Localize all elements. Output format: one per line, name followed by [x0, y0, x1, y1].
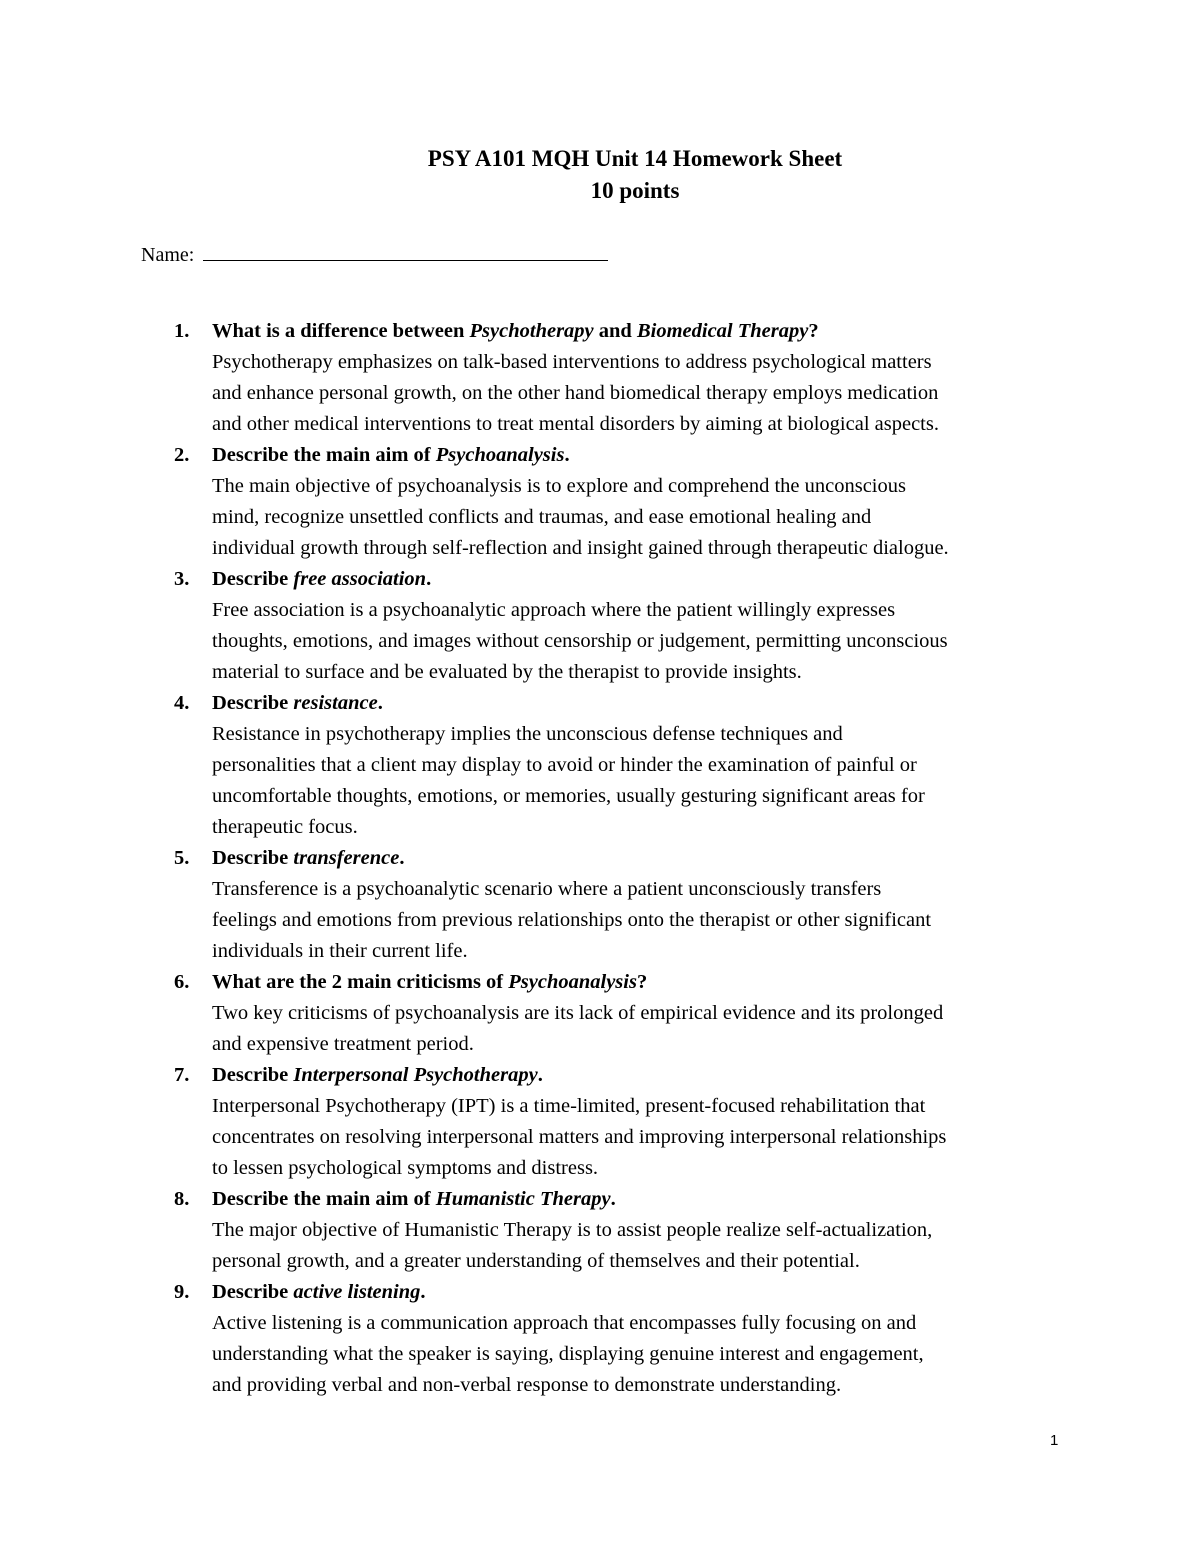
prompt-text: Describe — [212, 692, 294, 714]
question-prompt — [212, 967, 1072, 998]
answer-line: Two key criticisms of psychoanalysis are its lack of empirical evidence and its prolonged — [212, 1002, 944, 1024]
name-blank-line[interactable] — [203, 238, 608, 261]
prompt-term: transference — [293, 847, 400, 869]
answer-line: Free association is a psychoanalytic approach where the patient willingly expresses — [212, 599, 896, 621]
name-label: Name: — [141, 244, 195, 266]
question-item — [0, 1184, 1072, 1277]
prompt-term: Humanistic Therapy — [435, 1188, 611, 1210]
question-item — [0, 843, 1072, 967]
prompt-text: . — [564, 444, 570, 466]
question-prompt — [212, 843, 1072, 874]
prompt-text: Describe — [212, 847, 294, 869]
prompt-text: ? — [808, 320, 819, 342]
prompt-term: Psychoanalysis — [435, 444, 565, 466]
answer-line: therapeutic focus. — [212, 816, 358, 838]
prompt-text: What are the 2 main criticisms of — [212, 971, 509, 993]
question-number: 5. — [174, 847, 190, 869]
prompt-term: Psychotherapy — [469, 320, 594, 342]
prompt-text: . — [420, 1281, 426, 1303]
answer-line: material to surface and be evaluated by the therapist to provide insights. — [212, 661, 802, 683]
title-line-1: PSY A101 MQH Unit 14 Homework Sheet — [427, 146, 843, 171]
answer-line: The main objective of psychoanalysis is to explore and comprehend the unconscious — [212, 475, 906, 497]
question-number: 3. — [174, 568, 190, 590]
question-item — [0, 967, 1072, 1060]
answer-line: and providing verbal and non-verbal response to demonstrate understanding. — [212, 1374, 842, 1396]
prompt-term: active listening — [293, 1281, 421, 1303]
prompt-text: ? — [636, 971, 648, 993]
answer-line: individuals in their current life. — [212, 940, 468, 962]
question-prompt — [212, 1184, 1072, 1215]
question-item — [0, 688, 1072, 843]
prompt-term: free association — [293, 568, 427, 590]
question-item — [0, 316, 1072, 440]
prompt-text: Describe — [212, 1281, 294, 1303]
question-item — [0, 1277, 1072, 1401]
prompt-term: Biomedical Therapy — [636, 320, 809, 342]
answer-line: Transference is a psychoanalytic scenario where a patient unconsciously transfers — [212, 878, 882, 900]
answer-line: personalities that a client may display to avoid or hinder the examination of painful or — [212, 754, 917, 776]
answer-line: mind, recognize unsettled conflicts and traumas, and ease emotional healing and — [212, 506, 872, 528]
prompt-text: . — [426, 568, 432, 590]
question-number: 7. — [174, 1064, 190, 1086]
question-number: 8. — [174, 1188, 190, 1210]
question-number: 9. — [174, 1281, 190, 1303]
question-item — [0, 440, 1072, 564]
answer-line: concentrates on resolving interpersonal matters and improving interpersonal relationships — [212, 1126, 947, 1148]
question-number: 4. — [174, 692, 190, 714]
question-number: 2. — [174, 444, 190, 466]
prompt-text: Describe — [212, 568, 294, 590]
prompt-term: Psychoanalysis — [508, 971, 637, 993]
answer-line: and other medical interventions to treat mental disorders by aiming at biological aspects. — [212, 413, 939, 435]
answer-line: Interpersonal Psychotherapy (IPT) is a time-limited, present-focused rehabilitation that — [212, 1095, 926, 1117]
answer-line: uncomfortable thoughts, emotions, or memories, usually gesturing significant areas for — [212, 785, 925, 807]
prompt-text: . — [399, 847, 405, 869]
answer-line: Psychotherapy emphasizes on talk-based interventions to address psychological matters — [212, 351, 932, 373]
prompt-term: resistance — [293, 692, 378, 714]
question-item — [0, 564, 1072, 688]
answer-line: individual growth through self-reflection and insight gained through therapeutic dialogue. — [212, 537, 949, 559]
question-number: 1. — [174, 320, 190, 342]
prompt-text: What is a difference between — [212, 320, 470, 342]
answer-line: Active listening is a communication approach that encompasses fully focusing on and — [212, 1312, 917, 1334]
question-item — [0, 1060, 1072, 1184]
question-list — [0, 316, 1200, 1401]
prompt-text: and — [593, 320, 637, 342]
prompt-text: Describe the main aim of — [212, 444, 436, 466]
question-prompt — [212, 688, 1072, 719]
answer-line: and enhance personal growth, on the other hand biomedical therapy employs medication — [212, 382, 939, 404]
answer-line: The major objective of Humanistic Therapy is to assist people realize self-actualization, — [212, 1219, 933, 1241]
prompt-text: . — [610, 1188, 616, 1210]
prompt-text: Describe — [212, 1064, 294, 1086]
prompt-text: Describe the main aim of — [212, 1188, 436, 1210]
question-prompt — [212, 1060, 1072, 1091]
answer-line: feelings and emotions from previous relationships onto the therapist or other significant — [212, 909, 932, 931]
answer-line: to lessen psychological symptoms and distress. — [212, 1157, 599, 1179]
title-line-2: 10 points — [590, 178, 680, 203]
page-number: 1 — [1050, 1432, 1059, 1449]
question-prompt — [212, 564, 1072, 595]
prompt-text: . — [537, 1064, 543, 1086]
name-row — [141, 238, 608, 269]
answer-line: Resistance in psychotherapy implies the unconscious defense techniques and — [212, 723, 843, 745]
question-prompt — [212, 1277, 1072, 1308]
question-prompt — [212, 316, 1072, 347]
question-number: 6. — [174, 971, 190, 993]
document-title — [0, 143, 1200, 207]
prompt-text: . — [377, 692, 383, 714]
answer-line: understanding what the speaker is saying, displaying genuine interest and engagement, — [212, 1343, 924, 1365]
prompt-term: Interpersonal Psychotherapy — [293, 1064, 538, 1086]
answer-line: thoughts, emotions, and images without censorship or judgement, permitting unconscious — [212, 630, 948, 652]
question-prompt — [212, 440, 1072, 471]
answer-line: personal growth, and a greater understanding of themselves and their potential. — [212, 1250, 860, 1272]
answer-line: and expensive treatment period. — [212, 1033, 474, 1055]
